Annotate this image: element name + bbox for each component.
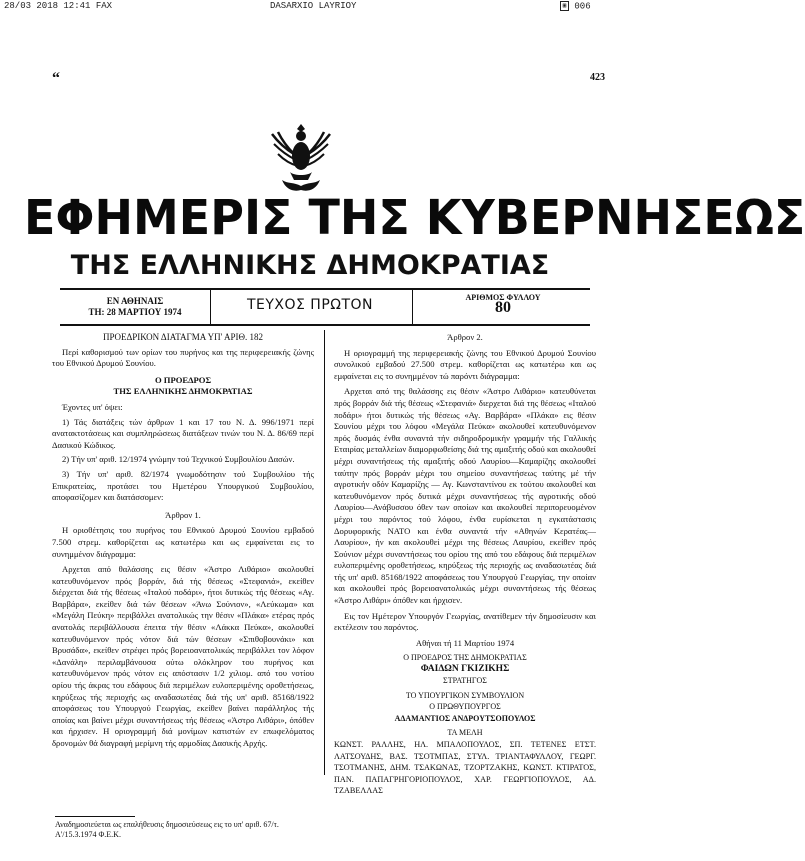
opening-quote-mark: “	[52, 70, 60, 87]
issue-top-rule	[60, 288, 590, 290]
having-regard: Έχοντες υπ' όψει:	[62, 401, 123, 412]
article-2-heading: Άρθρον 2.	[447, 332, 483, 342]
council-heading: ΤΟ ΥΠΟΥΡΓΙΚΟΝ ΣΥΜΒΟΥΛΙΟΝ	[405, 690, 525, 700]
fax-header	[0, 0, 620, 14]
issue-sheet-number: 80	[495, 299, 511, 316]
column-separator	[324, 330, 325, 775]
decree-subject: Περί καθορισμού των ορίων του πυρήνος και της περιφερειακής ζώνης του Εθνικού Δρυμού Σουνίου.	[52, 346, 314, 369]
signatory-name: ΦΑΙΔΩΝ ΓΚΙΖΙΚΗΣ	[420, 663, 510, 674]
article-2-paragraph-3: Εις τον Ημέτερον Υπουργόν Γεωργίας, ανατίθεμεν τήν δημοσίευσιν και εκτέλεσιν του παρόντος.	[334, 610, 596, 633]
issue-bottom-rule	[60, 324, 590, 326]
issue-divider-right	[412, 290, 413, 324]
pm-title: Ο ΠΡΩΘΥΠΟΥΡΓΟΣ	[429, 702, 501, 712]
article-1-heading: Άρθρον 1.	[165, 509, 201, 520]
article-1-paragraph-2: Αρχεται από θαλάσσης εις θέσιν «Άστρο Λιθάριο» ακολουθεί κατευθυνόμενον πρός βορράν, διά τής θέσεως «Στεφανιά», εκείθεν διέρχεται διά τής θέσεως «Ιταλού ποδάρι», ήτοι δυτικώς τής θέσεως «Αγ. Βαρβάρα», εκείθεν διά τών θέσεων «Άνω Σούνιον», «Λεύκωμα» και «Μεγάλη Πεύκη» περιβάλλει ανατολικώς την θέσιν «Πλάκα» ετέρας πρός ανατολάς περιβάλλουσα έπειτα τήν θέσιν «Λάκκα Πεύκα», ακολουθεί κατευθυνόμενον πρός νότον διά τών θέσεων «Σπιθοβουνάκι» και Βρυσάδα», εκείθεν στρέφει πρός βορειοανατολικώς περιβάλλει τον λόφον «Δανάλη» περιλαμβάνουσα ούτω ολόκληρον του πυρήνος και κατευθυνόμενον πρός νότον εις απόστασιν 1/2 χιλιομ. από του νοτίου ορίου τής άκρας του εδάφους διά περιμέλων ευλοπεριμένης οροθετήσεως, κηρύξεως τής περιοχής ως αναδασωτέας διά τής υπ' αριθ. 85168/1922 αποφάσεως του Υπουργού Γεωργίας, εκείθεν βαίνει παράλληλος τής οποίας και βαίνει μέχρι συναντήσεως τής θέσεως «Άστρο Λιθάρι», όπόθεν και ήρχισεν. Η οριογραμμή διά μονίμων κατιστών εν επωφελόματος δρονομών θά διαγραφή μερίμνη τής αρμοδίας Δασικής Αρχής.	[52, 564, 314, 748]
fax-page-icon: ▣	[560, 1, 569, 11]
signatory-title: Ο ΠΡΟΕΔΡΟΣ ΤΗΣ ΔΗΜΟΚΡΑΤΙΑΣ	[403, 653, 527, 663]
decree-title: ΠΡΟΕΔΡΙΚΟΝ ΔΙΑΤΑΓΜΑ ΥΠ' ΑΡΙΘ. 182	[103, 332, 263, 342]
right-column	[334, 332, 596, 797]
masthead-subtitle: ΤΗΣ ΕΛΛΗΝΙΚΗΣ ΔΗΜΟΚΡΑΤΙΑΣ	[70, 250, 550, 281]
president-heading-2: ΤΗΣ ΕΛΛΗΝΙΚΗΣ ΔΗΜΟΚΡΑΤΙΑΣ	[113, 386, 253, 397]
fax-sender: DASARXIO LAYRIOY	[270, 1, 357, 11]
phoenix-emblem-icon	[268, 120, 334, 196]
article-2-paragraph-1: Η οριογραμμή της περιφερειακής ζώνης του Εθνικού Δρυμού Σουνίου συνολικού εμβαδού 27.500 στρεμ. καθορίζεται ως κατωτέρω και ως εμφαίνεται εις το συνημμένον τώ παρόντι διάγραμμα:	[334, 347, 596, 381]
article-1-paragraph-1: Η οριοθέτησις του πυρήνος του Εθνικού Δρυμού Σουνίου εμβαδού 7.500 στρεμ. καθορίζεται ως κατωτέρω και ως εμφαίνεται εις το συνημμένον διάγραμμα:	[52, 525, 314, 559]
signatory-rank: ΣΤΡΑΤΗΓΟΣ	[443, 676, 487, 686]
article-2-paragraph-2: Αρχεται από της θαλάσσης εις θέσιν «Άστρο Λιθάριο» κατευθύνεται πρός βορράν διά τής θέσεως «Στεφανιά» διερχεται διά της θέσεως «Ιταλού ποδάρι» ήτοι δυτικώς τής θέσεως «Αγ. Βαρβάρα» «Πλάκα» εις θέσιν Σουνίου μέχρι του λόφου «Μεγάλα Πεύκα» ακολουθεί κατευθυνόμενον πρός δυσμάς ένθα συναντά τήν σιδηροδρομικήν γραμμήν τής Γαλλικής Εταιρίας μεταλλείων διαμορφωθείσης διά της αμαξιτής οδού και ακολουθεί μέχρι συναντήσεως τής αμαξιτής οδού Λαυρίου—Καμαρίζης ακολουθεί ταύτην πρός βορράν μέχρι του σημείου συναντήσεως ταύτης μέ τήν αγροτικήν οδόν Καμαρίζης — Αγ. Κωνσταντίνου εκ τούτου ακολουθεί και κατευθυνόμενον πρός δυτικά μέχρι συναντήσεως τής αγροτικής οδού Λαυρίου—Ανάβυσσου όθεν των οποίων και ακολουθεί περιπορευομένον μέχρι του παρόντος τού λόφου, ένθα ευρίσκεται η εγκατάστασις Δορυφορικής NATO και ένθα συναντά τήν «Αθηνών Κερατέας—Λαυρίου», ήν και ακολουθεί μέχρι της θέσεως Λαυρίου, εκείθεν πρός Σούνιον μέχρι συναντήσεως του ορίου της από του εδάφους διά περιμέλων ευλοπεριμένης οροθετήσεως, κηρύξεως τής περιοχής ως αναδασωτέας διά τής υπ' αριθ. 85168/1922 αποφάσεως του Υπουργού Γεωργίας, την οποίαν και ακολουθεί πρός βορειοανατολικώς μέχρι συναντήσεως τής θέσεως «Άστρο Λιθάρι» όπόθεν και ήρχισεν.	[334, 386, 596, 606]
president-heading: Ο ΠΡΟΕΔΡΟΣ	[154, 374, 212, 385]
footnote-rule	[55, 816, 135, 817]
regard-item-2: 2) Τήν υπ' αριθ. 12/1974 γνώμην τού Τεχνικού Συμβουλίου Δασών.	[62, 454, 295, 465]
pm-name: ΑΔΑΜΑΝΤΙΟΣ ΑΝΔΡΟΥΤΣΟΠΟΥΛΟΣ	[394, 713, 536, 723]
issue-sheet: ΑΡΙΘΜΟΣ ΦΥΛΛΟΥ 80	[428, 293, 578, 313]
regard-item-1: 1) Τάς διατάξεις τών άρθρων 1 και 17 του Ν. Δ. 996/1971 περί ανατακτοτάσεως και συμπληρώσεως διατάξεων τινών του Ν. Δ. 86/69 περί Δασικού Κώδικος.	[52, 416, 314, 450]
masthead-title: ΕΦΗΜΕΡΙΣ ΤΗΣ ΚΥΒΕΡΝΗΣΕΩΣ	[24, 188, 805, 246]
fax-datetime: 28/03 2018 12:41 FAX	[4, 1, 113, 11]
footnote: Αναδημοσιεύεται ως επαλήθευσις δημοσιεύσεως εις το υπ' αριθ. 67/τ. Α'/15.3.1974 Φ.Ε.Κ.	[55, 820, 279, 839]
fax-page-number: ▣ 006	[560, 1, 591, 11]
issue-volume: ΤΕΥΧΟΣ ΠΡΩΤΟΝ	[246, 297, 374, 313]
signature-block	[334, 652, 596, 739]
regard-item-3: 3) Τήν υπ' αριθ. 82/1974 γνωμοδότησιν τού Συμβουλίου τής Επικρατείας, προτάσει του Ημετέρου Υπουργικού Συμβουλίου, αποφασίζομεν και διατάσσομεν:	[52, 468, 314, 503]
issue-place-date: ΕΝ ΑΘΗΝΑΙΣ ΤΗ: 28 ΜΑΡΤΙΟΥ 1974	[88, 296, 182, 317]
signing-date: Αθήναι τή 11 Μαρτίου 1974	[415, 637, 515, 648]
members-list: ΚΩΝΣΤ. ΡΑΛΛΗΣ, ΗΛ. ΜΠΑΛΟΠΟΥΛΟΣ, ΣΠ. ΤΕΤΕΝΕΣ ΕΤΣΤ. ΛΑΤΣΟΥΔΗΣ, ΒΑΣ. ΤΣΟΤΜΠΑΣ, ΣΤΥΛ. ΤΡΙΑΝΤΑΦΥΛΛΟΥ, ΓΕΩΡΓ. ΤΣΟΤΜΑΝΗΣ, ΔΗΜ. ΤΣΑΚΩΝΑΣ, ΤΖΟΡΤΖΑΚΗΣ, ΚΩΝΣΤ. ΚΤΙΡΑΤΟΣ, ΠΑΝ. ΠΑΠΑΓΡΗΓΟΡΙΟΠΟΥΛΟΣ, ΧΑΡ. ΓΕΩΡΓΙΟΠΟΥΛΟΣ, ΑΔ. ΤΖΑΒΕΛΛΑΣ	[334, 739, 596, 796]
members-heading: ΤΑ ΜΕΛΗ	[447, 728, 483, 738]
issue-divider-left	[210, 290, 211, 324]
left-column	[52, 332, 314, 750]
page-number: 423	[590, 72, 605, 83]
